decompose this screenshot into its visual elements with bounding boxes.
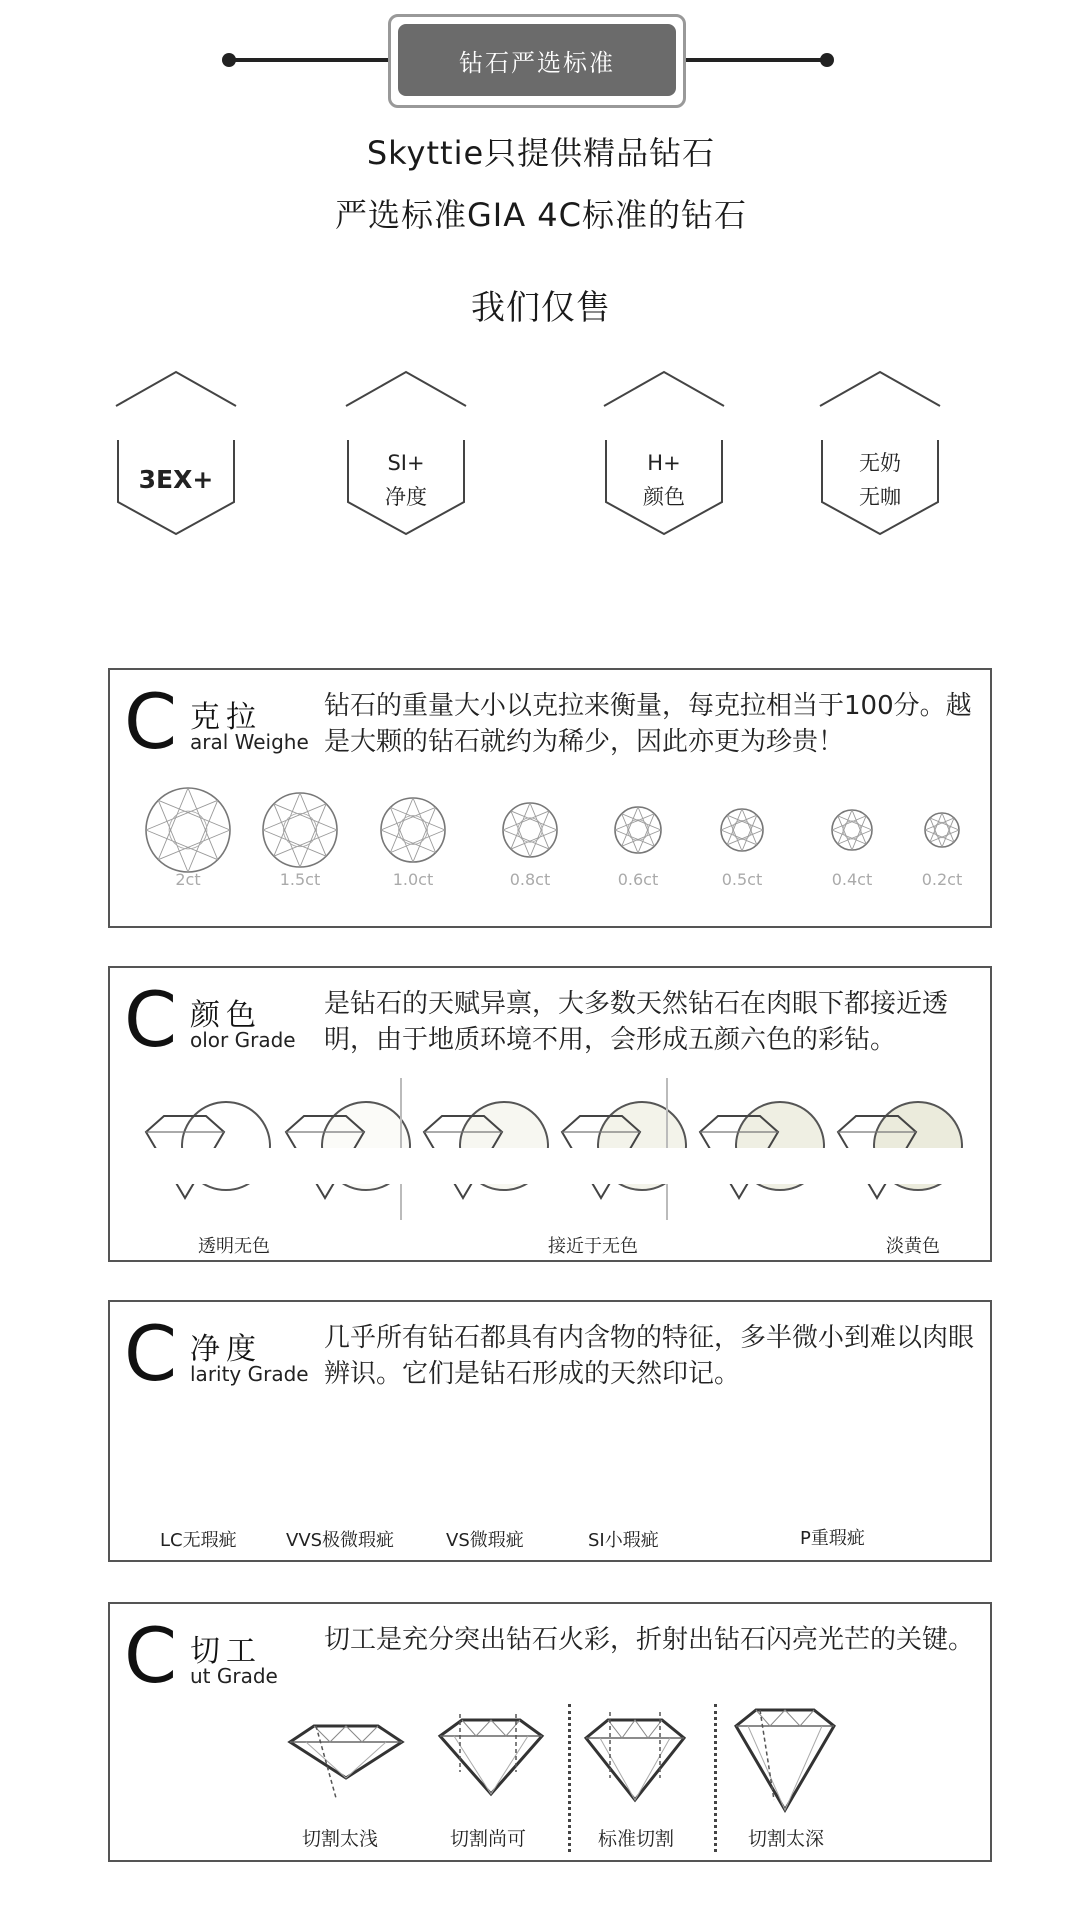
round-diamond-icon bbox=[923, 811, 961, 849]
round-diamond-icon bbox=[830, 808, 874, 852]
color-title-cn: 颜色 bbox=[190, 998, 262, 1033]
color-section bbox=[108, 966, 992, 1262]
clarity-grade-p: P重瑕疵 bbox=[800, 1528, 865, 1549]
round-diamond-icon bbox=[144, 786, 232, 874]
color-label-near-colorless: 接近于无色 bbox=[548, 1236, 638, 1257]
header-line-left bbox=[228, 58, 390, 62]
diamond-deep-cut-icon bbox=[730, 1704, 840, 1820]
color-label-light-yellow: 淡黄色 bbox=[886, 1236, 940, 1257]
cut-grade-deep: 切割太深 bbox=[748, 1828, 825, 1850]
badge-clarity bbox=[344, 370, 468, 540]
round-diamond-icon bbox=[261, 791, 339, 869]
intro-line-1: Skyttie只提供精品钻石 bbox=[366, 134, 716, 172]
clarity-title-en: larity Grade bbox=[190, 1362, 309, 1386]
diamond-shallow-cut-icon bbox=[286, 1720, 406, 1800]
header-line-right-dot bbox=[820, 53, 834, 67]
color-letter: C bbox=[124, 975, 178, 1064]
badge-fluorescence-text: 无奶 无咖 bbox=[859, 451, 901, 509]
cut-divider bbox=[714, 1704, 717, 1852]
badge-color-text: H+ 颜色 bbox=[643, 451, 685, 509]
cut-grade-fair: 切割尚可 bbox=[450, 1828, 527, 1850]
round-diamond-icon bbox=[613, 805, 663, 855]
we-sell-heading: 我们仅售 bbox=[471, 288, 611, 328]
diamond-ideal-cut-icon bbox=[580, 1708, 690, 1812]
clarity-section bbox=[108, 1300, 992, 1562]
carat-size-label: 0.8ct bbox=[509, 870, 551, 889]
clarity-grade-vs: VS微瑕疵 bbox=[446, 1530, 524, 1551]
carat-size-label: 1.0ct bbox=[392, 870, 434, 889]
carat-size-label: 1.5ct bbox=[279, 870, 321, 889]
carat-title-en: aral Weighe bbox=[190, 730, 309, 754]
diamond-fair-cut-icon bbox=[436, 1712, 546, 1808]
carat-letter: C bbox=[124, 677, 178, 766]
badge-fluorescence bbox=[818, 370, 942, 540]
header-line-right bbox=[686, 58, 826, 62]
cut-grade-shallow: 切割太浅 bbox=[302, 1828, 379, 1850]
carat-size-label: 0.5ct bbox=[721, 870, 763, 889]
color-label-colorless: 透明无色 bbox=[198, 1236, 270, 1257]
round-diamond-icon bbox=[501, 801, 559, 859]
badge-clarity-text: SI+ 净度 bbox=[385, 451, 427, 509]
carat-size-label: 2ct bbox=[175, 870, 201, 889]
carat-size-label: 0.4ct bbox=[831, 870, 873, 889]
header-banner: 钻石严选标准 bbox=[398, 24, 676, 96]
cut-description: 切工是充分突出钻石火彩，折射出钻石闪亮光芒的关键。 bbox=[324, 1625, 975, 1655]
cut-letter: C bbox=[124, 1611, 178, 1700]
badge-cut bbox=[114, 370, 238, 540]
clarity-letter: C bbox=[124, 1309, 178, 1398]
clarity-title-cn: 净度 bbox=[190, 1332, 262, 1367]
carat-title-cn: 克拉 bbox=[190, 700, 262, 735]
intro-line-2: 严选标准GIA 4C标准的钻石 bbox=[334, 196, 747, 234]
clarity-grade-lc: LC无瑕疵 bbox=[160, 1530, 237, 1551]
cut-title-cn: 切工 bbox=[190, 1634, 262, 1669]
carat-section bbox=[108, 668, 992, 928]
cut-divider bbox=[568, 1704, 571, 1852]
color-description: 是钻石的天赋异禀，大多数天然钻石在肉眼下都接近透明，由于地质环境不用，会形成五颜六色的彩钻。 bbox=[324, 989, 949, 1055]
image-gap-band bbox=[110, 1148, 990, 1184]
clarity-grade-vvs: VVS极微瑕疵 bbox=[286, 1530, 395, 1551]
badge-color bbox=[602, 370, 726, 540]
round-diamond-icon bbox=[379, 796, 447, 864]
carat-size-label: 0.2ct bbox=[921, 870, 963, 889]
carat-description: 钻石的重量大小以克拉来衡量，每克拉相当于100分。越是大颗的钻石就约为稀少，因此亦更为珍贵！ bbox=[324, 691, 972, 757]
cut-title-en: ut Grade bbox=[190, 1664, 278, 1688]
carat-size-label: 0.6ct bbox=[617, 870, 659, 889]
cut-section bbox=[108, 1602, 992, 1862]
color-title-en: olor Grade bbox=[190, 1028, 296, 1052]
round-diamond-icon bbox=[719, 807, 765, 853]
cut-grade-ideal: 标准切割 bbox=[598, 1828, 675, 1850]
clarity-grade-si: SI小瑕疵 bbox=[588, 1530, 659, 1551]
clarity-description: 几乎所有钻石都具有内含物的特征，多半微小到难以肉眼辨识。它们是钻石形成的天然印记。 bbox=[324, 1323, 975, 1389]
badge-cut-text: 3EX+ bbox=[138, 465, 214, 494]
